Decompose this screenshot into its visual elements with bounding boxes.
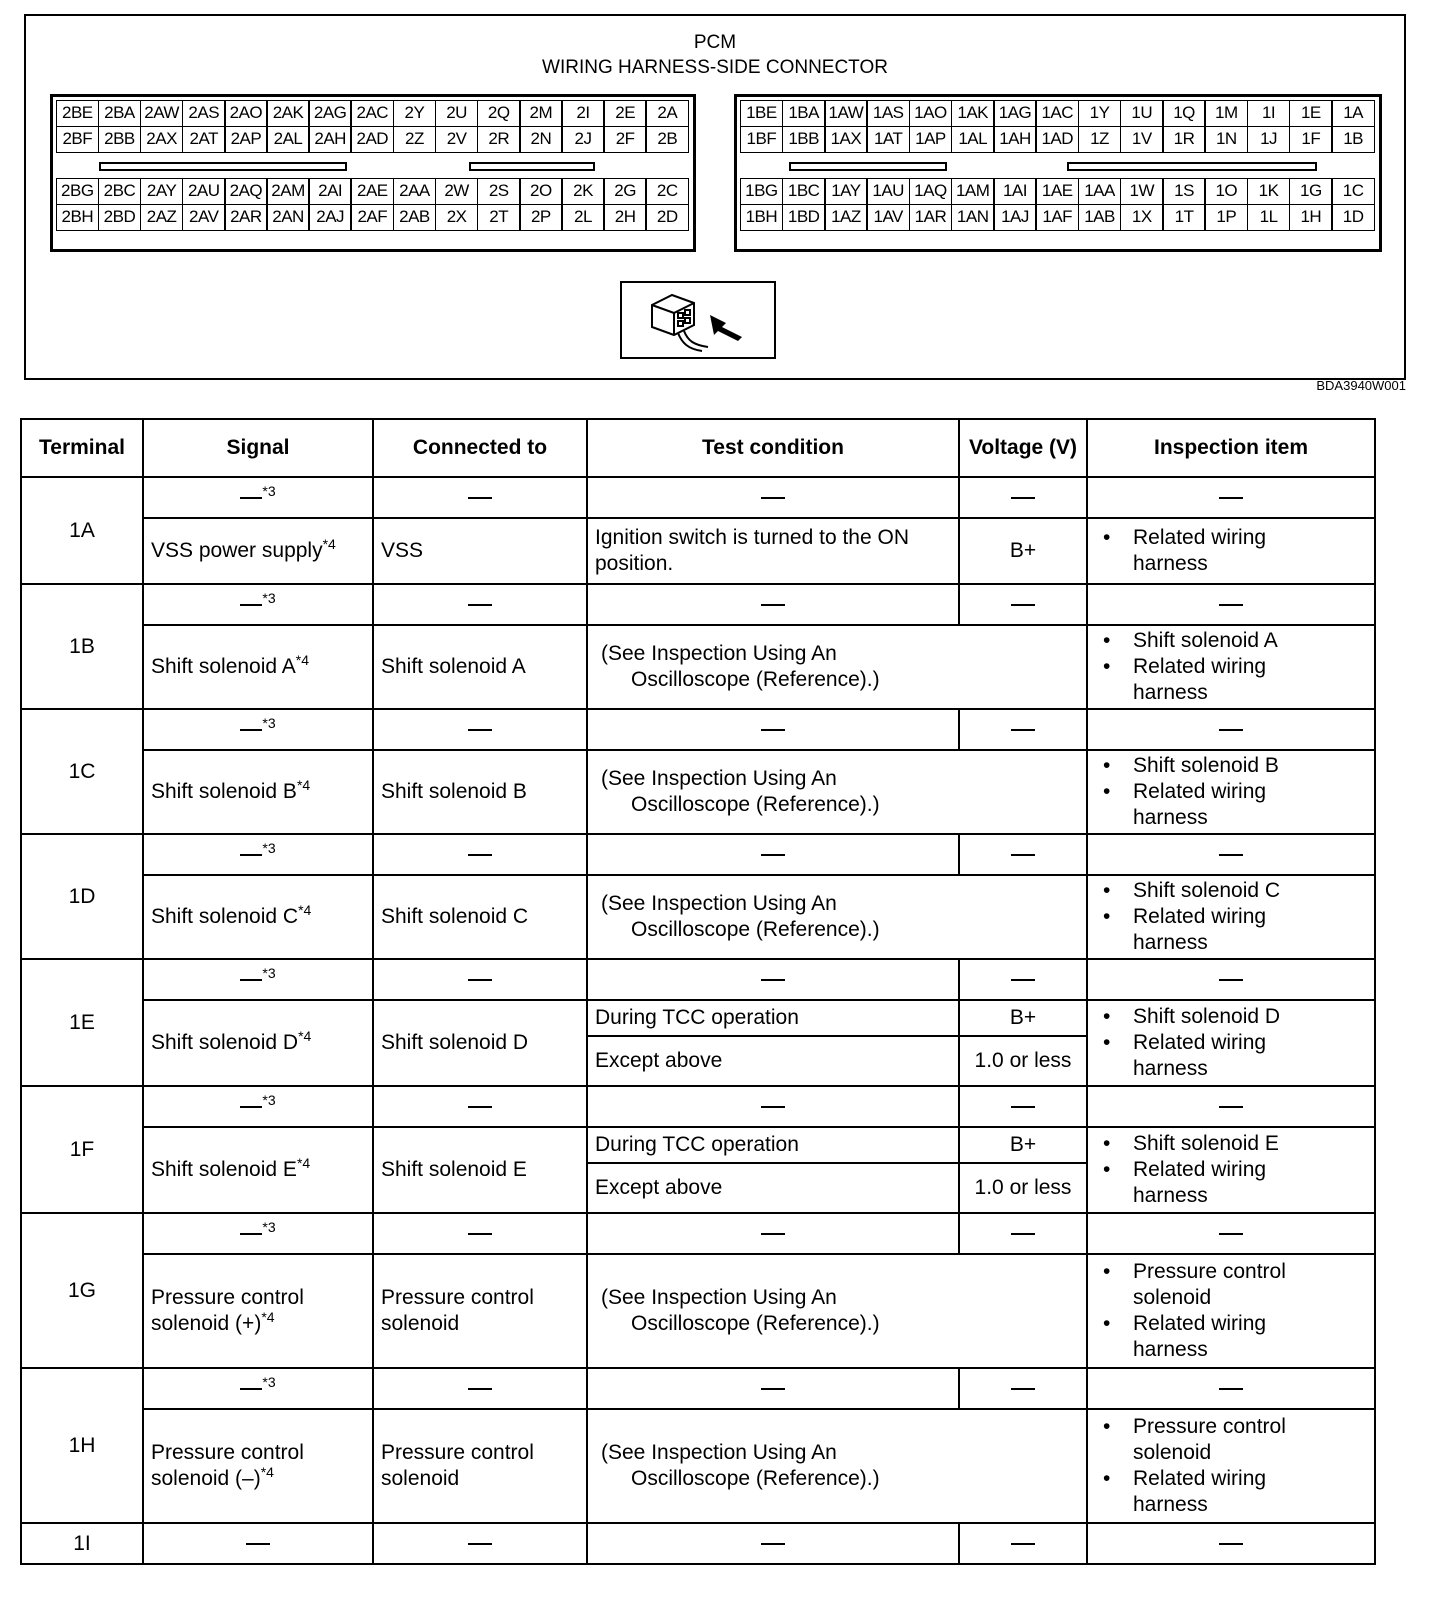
pin-1an: 1AN	[951, 204, 995, 232]
connected-cell: VSS	[373, 518, 587, 584]
pin-2e: 2E	[603, 100, 647, 128]
pin-2g: 2G	[603, 178, 647, 206]
pin-row	[57, 101, 689, 127]
pin-2ar: 2AR	[224, 204, 268, 232]
table-row: 1G $^{*3}$	[21, 1213, 1375, 1254]
pin-1r: 1R	[1162, 126, 1206, 154]
pin-1ai: 1AI	[993, 178, 1037, 206]
pin-2w: 2W	[435, 178, 479, 206]
signal-cell: Pressure control solenoid $(+)^{*4}$	[143, 1254, 373, 1368]
pin-1am: 1AM	[951, 178, 995, 206]
pin-1n: 1N	[1204, 126, 1248, 154]
terminal-cell: 1E	[21, 959, 143, 1086]
pin-1ar: 1AR	[909, 204, 953, 232]
pin-1ba: 1BA	[782, 100, 826, 128]
pin-2au: 2AU	[182, 178, 226, 206]
pin-1bg: 1BG	[740, 178, 784, 206]
terminal-cell: 1B	[21, 584, 143, 709]
connector-2	[50, 94, 696, 252]
pin-2n: 2N	[519, 126, 563, 154]
connected-cell: Shift solenoid E	[373, 1127, 587, 1213]
pin-row	[741, 179, 1375, 205]
pin-row	[741, 127, 1375, 153]
table-row: 1C $^{*3}$	[21, 709, 1375, 750]
table-row	[21, 875, 1375, 959]
pin-2z: 2Z	[393, 126, 437, 154]
pin-1au: 1AU	[866, 178, 910, 206]
pin-1as: 1AS	[866, 100, 910, 128]
pin-1bh: 1BH	[740, 204, 784, 232]
pin-1bd: 1BD	[782, 204, 826, 232]
signal-cell: *3	[143, 477, 373, 518]
pin-1ah: 1AH	[993, 126, 1037, 154]
pin-1j: 1J	[1247, 126, 1291, 154]
pin-1ac: 1AC	[1035, 100, 1079, 128]
table-row	[21, 477, 1375, 518]
inspection-cell: • Shift solenoid D • Related wiring harness	[1087, 1000, 1375, 1086]
connected-cell	[373, 477, 587, 518]
pin-1be: 1BE	[740, 100, 784, 128]
pin-1ao: 1AO	[909, 100, 953, 128]
terminal-cell: 1G	[21, 1213, 143, 1368]
table-header-row	[21, 419, 1375, 477]
pin-2ay: 2AY	[140, 178, 184, 206]
pin-2ao: 2AO	[224, 100, 268, 128]
terminal-cell: 1F	[21, 1086, 143, 1213]
voltage-cell: 1.0 or less	[959, 1163, 1087, 1213]
condition-cell: (See Inspection Using An Oscilloscope (Reference).)	[587, 875, 1087, 959]
signal-cell: Shift solenoid $A^{*4}$	[143, 625, 373, 709]
pin-2s: 2S	[477, 178, 521, 206]
table-row	[21, 1000, 1375, 1036]
table-row	[21, 1523, 1375, 1564]
pin-2k: 2K	[561, 178, 605, 206]
table-row	[21, 1127, 1375, 1163]
pin-2ah: 2AH	[308, 126, 352, 154]
condition-cell: (See Inspection Using An Oscilloscope (Reference).)	[587, 1254, 1087, 1368]
connector-diagram	[24, 14, 1406, 380]
pin-row	[57, 127, 689, 153]
pin-1ay: 1AY	[824, 178, 868, 206]
pin-2ai: 2AI	[308, 178, 352, 206]
pin-1k: 1K	[1247, 178, 1291, 206]
voltage-cell: B+	[959, 518, 1087, 584]
table-row: 1D $^{*3}$	[21, 834, 1375, 875]
inspection-cell: • Shift solenoid C • Related wiring harness	[1087, 875, 1375, 959]
pin-2f: 2F	[603, 126, 647, 154]
pin-2r: 2R	[477, 126, 521, 154]
pin-1aj: 1AJ	[993, 204, 1037, 232]
connected-cell: Pressure control solenoid	[373, 1254, 587, 1368]
pin-1ax: 1AX	[824, 126, 868, 154]
pin-1e: 1E	[1289, 100, 1333, 128]
signal-cell: Shift solenoid $E^{*4}$	[143, 1127, 373, 1213]
pin-1u: 1U	[1120, 100, 1164, 128]
condition-cell	[587, 477, 959, 518]
pin-2af: 2AF	[350, 204, 394, 232]
pin-2be: 2BE	[56, 100, 100, 128]
header-signal: Signal	[143, 419, 373, 477]
pin-row	[57, 179, 689, 205]
table-row	[21, 625, 1375, 709]
condition-cell: Except above	[587, 1036, 959, 1086]
pin-2ac: 2AC	[350, 100, 394, 128]
table-row	[21, 1254, 1375, 1368]
terminal-voltage-table	[20, 418, 1376, 1565]
pin-1al: 1AL	[951, 126, 995, 154]
pin-1az: 1AZ	[824, 204, 868, 232]
inspection-cell: • Shift solenoid E • Related wiring harness	[1087, 1127, 1375, 1213]
condition-cell: (See Inspection Using An Oscilloscope (Reference).)	[587, 750, 1087, 834]
connector-key-slot	[1067, 162, 1317, 171]
pin-2bd: 2BD	[98, 204, 142, 232]
condition-cell: (See Inspection Using An Oscilloscope (Reference).)	[587, 625, 1087, 709]
condition-cell: During TCC operation	[587, 1000, 959, 1036]
pin-2t: 2T	[477, 204, 521, 232]
header-voltage: Voltage (V)	[959, 419, 1087, 477]
pin-2ax: 2AX	[140, 126, 184, 154]
pin-2p: 2P	[519, 204, 563, 232]
inspection-cell: • Related wiring harness	[1087, 518, 1375, 584]
terminal-cell: 1H	[21, 1368, 143, 1523]
pin-2aq: 2AQ	[224, 178, 268, 206]
voltage-cell: 1.0 or less	[959, 1036, 1087, 1086]
pin-1ak: 1AK	[951, 100, 995, 128]
pin-2ab: 2AB	[393, 204, 437, 232]
pin-1aq: 1AQ	[909, 178, 953, 206]
inspection-cell: • Shift solenoid A • Related wiring harness	[1087, 625, 1375, 709]
condition-cell: During TCC operation	[587, 1127, 959, 1163]
pin-1x: 1X	[1120, 204, 1164, 232]
pin-2q: 2Q	[477, 100, 521, 128]
pin-1h: 1H	[1289, 204, 1333, 232]
inspection-cell: • Shift solenoid B • Related wiring harness	[1087, 750, 1375, 834]
header-terminal: Terminal	[21, 419, 143, 477]
pin-1l: 1L	[1247, 204, 1291, 232]
pin-2b: 2B	[645, 126, 689, 154]
pin-2aj: 2AJ	[308, 204, 352, 232]
figure-code: BDA3940W001	[1316, 378, 1406, 393]
pin-2x: 2X	[435, 204, 479, 232]
pin-2aa: 2AA	[393, 178, 437, 206]
signal-cell: Shift solenoid $D^{*4}$	[143, 1000, 373, 1086]
pin-1ad: 1AD	[1035, 126, 1079, 154]
pin-2d: 2D	[645, 204, 689, 232]
pin-2o: 2O	[519, 178, 563, 206]
connected-cell: Shift solenoid A	[373, 625, 587, 709]
pin-2bf: 2BF	[56, 126, 100, 154]
table-row: 1E $^{*3}$	[21, 959, 1375, 1000]
pin-2c: 2C	[645, 178, 689, 206]
pin-2bb: 2BB	[98, 126, 142, 154]
pin-1a: 1A	[1331, 100, 1375, 128]
table-row	[21, 1409, 1375, 1523]
pin-1ag: 1AG	[993, 100, 1037, 128]
pin-1aw: 1AW	[824, 100, 868, 128]
pin-2bc: 2BC	[98, 178, 142, 206]
pin-1w: 1W	[1120, 178, 1164, 206]
connected-cell: Shift solenoid B	[373, 750, 587, 834]
pin-1s: 1S	[1162, 178, 1206, 206]
diagram-subtitle: WIRING HARNESS-SIDE CONNECTOR	[542, 57, 888, 78]
pin-2i: 2I	[561, 100, 605, 128]
pin-2ad: 2AD	[350, 126, 394, 154]
pin-2j: 2J	[561, 126, 605, 154]
pin-2y: 2Y	[393, 100, 437, 128]
pin-2az: 2AZ	[140, 204, 184, 232]
pin-1bc: 1BC	[782, 178, 826, 206]
condition-cell: Except above	[587, 1163, 959, 1213]
pin-2ae: 2AE	[350, 178, 394, 206]
pin-1aa: 1AA	[1078, 178, 1122, 206]
pin-1t: 1T	[1162, 204, 1206, 232]
pin-2al: 2AL	[266, 126, 310, 154]
harness-side-view-icon	[620, 281, 776, 359]
voltage-cell	[959, 477, 1087, 518]
pin-1av: 1AV	[866, 204, 910, 232]
pin-2an: 2AN	[266, 204, 310, 232]
pin-2a: 2A	[645, 100, 689, 128]
connector-key-slot	[789, 162, 947, 171]
table-row	[21, 750, 1375, 834]
pin-2bh: 2BH	[56, 204, 100, 232]
pin-2am: 2AM	[266, 178, 310, 206]
pin-row	[57, 205, 689, 231]
connected-cell: Shift solenoid D	[373, 1000, 587, 1086]
pin-1z: 1Z	[1078, 126, 1122, 154]
diagram-title: PCM	[693, 32, 737, 53]
table-row	[21, 518, 1375, 584]
pin-1m: 1M	[1204, 100, 1248, 128]
pin-1af: 1AF	[1035, 204, 1079, 232]
pin-2bg: 2BG	[56, 178, 100, 206]
condition-cell: (See Inspection Using An Oscilloscope (Reference).)	[587, 1409, 1087, 1523]
pin-1o: 1O	[1204, 178, 1248, 206]
pin-1p: 1P	[1204, 204, 1248, 232]
pin-2ak: 2AK	[266, 100, 310, 128]
pin-1ap: 1AP	[909, 126, 953, 154]
pin-2m: 2M	[519, 100, 563, 128]
terminal-cell: 1D	[21, 834, 143, 959]
pin-2l: 2L	[561, 204, 605, 232]
signal-cell: VSS power supply$^{*4}$	[143, 518, 373, 584]
pin-1y: 1Y	[1078, 100, 1122, 128]
pin-1ae: 1AE	[1035, 178, 1079, 206]
pin-1v: 1V	[1120, 126, 1164, 154]
header-test-condition: Test condition	[587, 419, 959, 477]
pin-1q: 1Q	[1162, 100, 1206, 128]
connector-key-slot	[99, 162, 347, 171]
pin-1f: 1F	[1289, 126, 1333, 154]
table-row: 1H $^{*3}$	[21, 1368, 1375, 1409]
table-row: 1F $^{*3}$	[21, 1086, 1375, 1127]
pin-1i: 1I	[1247, 100, 1291, 128]
connected-cell: Pressure control solenoid	[373, 1409, 587, 1523]
pin-2at: 2AT	[182, 126, 226, 154]
header-inspection-item: Inspection item	[1087, 419, 1375, 477]
pin-2ap: 2AP	[224, 126, 268, 154]
terminal-cell: 1I	[21, 1523, 143, 1564]
signal-cell: Shift solenoid $B^{*4}$	[143, 750, 373, 834]
pin-1bb: 1BB	[782, 126, 826, 154]
header-connected-to: Connected to	[373, 419, 587, 477]
pin-1c: 1C	[1331, 178, 1375, 206]
pin-2h: 2H	[603, 204, 647, 232]
connected-cell: Shift solenoid C	[373, 875, 587, 959]
inspection-cell: • Pressure control solenoid • Related wiring harness	[1087, 1254, 1375, 1368]
signal-cell: Shift solenoid $C^{*4}$	[143, 875, 373, 959]
pin-2ba: 2BA	[98, 100, 142, 128]
pin-1ab: 1AB	[1078, 204, 1122, 232]
connector-key-slot	[469, 162, 595, 171]
pin-row	[741, 101, 1375, 127]
inspection-cell: • Pressure control solenoid • Related wiring harness	[1087, 1409, 1375, 1523]
pin-1d: 1D	[1331, 204, 1375, 232]
terminal-cell: 1A	[21, 477, 143, 584]
pin-2av: 2AV	[182, 204, 226, 232]
pin-row	[741, 205, 1375, 231]
signal-cell: Pressure control solenoid $(-)^{*4}$	[143, 1409, 373, 1523]
pin-1g: 1G	[1289, 178, 1333, 206]
inspection-cell	[1087, 477, 1375, 518]
pin-2aw: 2AW	[140, 100, 184, 128]
pin-2u: 2U	[435, 100, 479, 128]
pin-2ag: 2AG	[308, 100, 352, 128]
terminal-cell: 1C	[21, 709, 143, 834]
connector-1	[734, 94, 1382, 252]
pin-1b: 1B	[1331, 126, 1375, 154]
pin-2v: 2V	[435, 126, 479, 154]
voltage-cell: B+	[959, 1000, 1087, 1036]
table-row: 1B $^{*3}$	[21, 584, 1375, 625]
voltage-cell: B+	[959, 1127, 1087, 1163]
pin-2as: 2AS	[182, 100, 226, 128]
pin-1at: 1AT	[866, 126, 910, 154]
pin-1bf: 1BF	[740, 126, 784, 154]
condition-cell: Ignition switch is turned to the ON position.	[587, 518, 959, 584]
